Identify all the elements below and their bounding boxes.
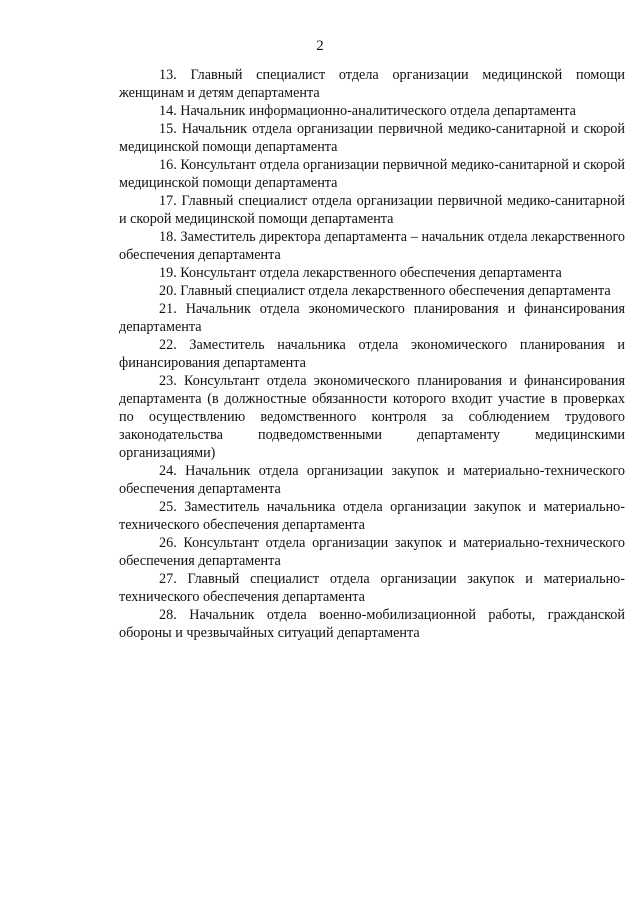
- page-number: 2: [316, 38, 324, 54]
- list-item-15: 15. Начальник отдела организации первичной медико-санитарной и скорой медицинской помощи департамента: [119, 121, 625, 155]
- list-item-17: 17. Главный специалист отдела организации первичной медико-санитарной и скорой медицинской помощи департамента: [119, 193, 625, 227]
- list-item-23: 23. Консультант отдела экономического планирования и финансирования департамента (в должностные обязанности которого входит участие в проверках по осуществлению ведомственного контроля за соблюдением трудового законодательства подведомственными департаменту медицинскими организациями): [119, 373, 625, 461]
- list-item-26: 26. Консультант отдела организации закупок и материально-технического обеспечения департамента: [119, 535, 625, 569]
- list-item-16: 16. Консультант отдела организации первичной медико-санитарной и скорой медицинской помощи департамента: [119, 157, 625, 191]
- list-item-19: 19. Консультант отдела лекарственного обеспечения департамента: [159, 265, 562, 281]
- list-item-18: 18. Заместитель директора департамента – начальник отдела лекарственного обеспечения департамента: [119, 229, 625, 263]
- list-item-24: 24. Начальник отдела организации закупок и материально-технического обеспечения департамента: [119, 463, 625, 497]
- list-item-27: 27. Главный специалист отдела организации закупок и материально-технического обеспечения департамента: [119, 571, 625, 605]
- list-item-28: 28. Начальник отдела военно-мобилизационной работы, гражданской обороны и чрезвычайных ситуаций департамента: [119, 607, 625, 641]
- list-item-13: 13. Главный специалист отдела организации медицинской помощи женщинам и детям департамента: [119, 67, 625, 101]
- list-item-25: 25. Заместитель начальника отдела организации закупок и материально-технического обеспечения департамента: [119, 499, 625, 533]
- list-item-22: 22. Заместитель начальника отдела экономического планирования и финансирования департамента: [119, 337, 625, 371]
- list-item-14: 14. Начальник информационно-аналитического отдела департамента: [159, 103, 576, 119]
- list-item-21: 21. Начальник отдела экономического планирования и финансирования департамента: [119, 301, 625, 335]
- position-list: [119, 66, 625, 642]
- list-item-20: 20. Главный специалист отдела лекарственного обеспечения департамента: [159, 283, 611, 299]
